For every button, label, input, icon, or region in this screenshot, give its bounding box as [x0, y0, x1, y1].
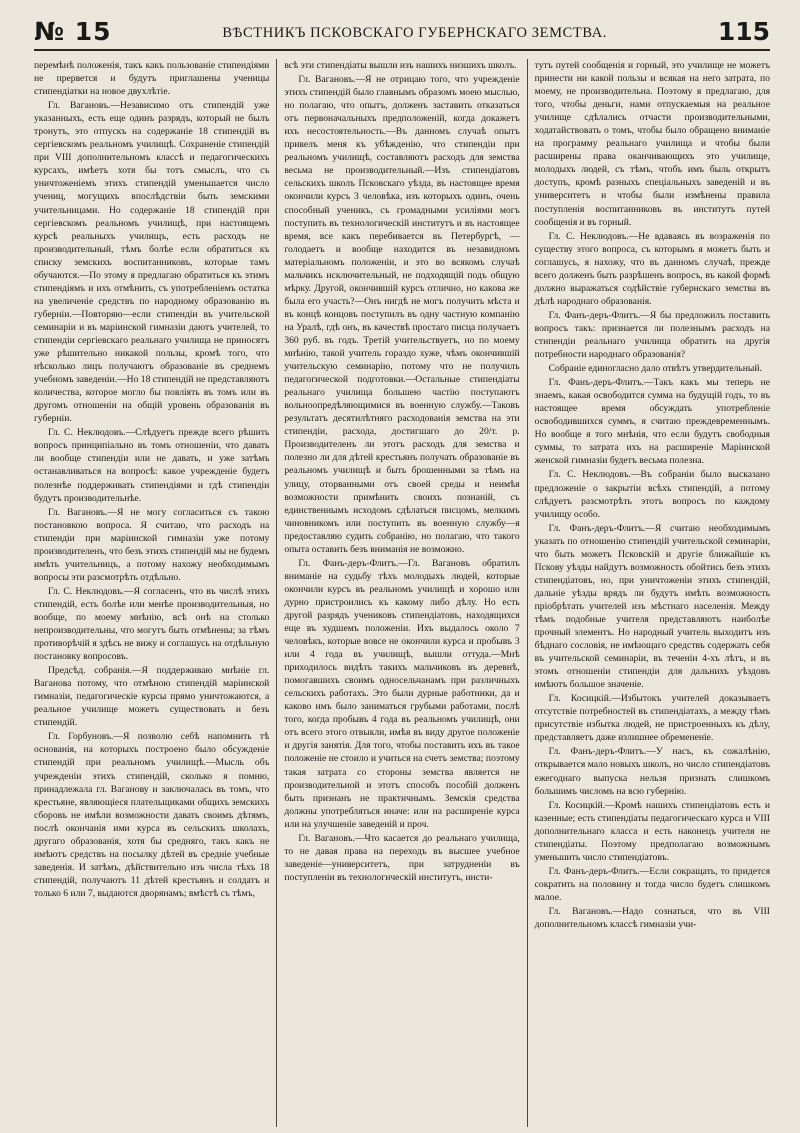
paragraph: тутъ путей сообщенія и горный, это училище не можетъ принести ни какой пользы и всякая на него затрата, по моему, не производительна. Поэтому я предлагаю, для того, чтобы деньги, нами отпускаемыя на реальное училище сдѣлались отчасти производительными, ходатайствовать о томъ, чтобы было обращено вниманіе на программу реальнаго училища и чтобы были расширены права оканчивающихъ это училище, молодыхъ людей, съ тѣмъ, чтобъ имъ быль открытъ доступъ, кромѣ разныхъ спеціальныхъ заведеній и въ университетъ и чтобы были измѣнены правила поступленія воспитанниковъ въ институтъ путей сообщенія и въ горный.: [534, 60, 770, 228]
paragraph: Гл. Косицкій.—Избытокъ учителей доказываетъ отсутствіе потребностей въ стипендіатахъ, а между тѣмъ присутствіе избытка людей, не пристроенныхъ къ дѣлу, представляетъ даже излишнее обремененіе.: [534, 693, 770, 744]
paragraph: Гл. Фанъ-деръ-Флитъ.—Такъ какъ мы теперь не знаемъ, какая освободится сумма на будущій годъ, то въ настоящее время обсуждать употребленіе освободившихся суммъ, я считаю преждевременнымъ. Но вообще я того мнѣнія, что если будутъ свободныя суммы, то затрата ихъ на расширеніе Маріинской женской гимназіи будетъ весьма полезна.: [534, 377, 770, 467]
text-columns: [34, 59, 770, 1127]
paragraph: Гл. Фанъ-деръ-Флитъ.—Если сокращать, то придется сократить на половину и тогда число будетъ слишкомъ малое.: [534, 865, 770, 903]
paragraph: Гл. С. Неклюдовъ.—Я согласенъ, что въ числѣ этихъ стипендій, есть болѣе или менѣе производительныя, но вообще, по моему мнѣнію, всѣ онѣ на столько непроизводительны, что могутъ быть отмѣнены; за тѣмъ противорѣчій я здѣсь не вижу и соглашусь на отдѣльную постановку вопросовъ.: [34, 585, 270, 663]
paragraph: Гл. Вагановъ.—Независимо отъ стипендій уже указанныхъ, есть еще одинъ разрядъ, который не былъ тронутъ, это отпускъ на содержаніе 18 стипендій въ сергіевскомъ реальномъ училищѣ. Сохраненіе стипендій при VIII дополнительномъ классѣ и педагогическихъ курсахъ, имѣетъ хотя бы тотъ смыслъ, что съ уничтоженіемъ этихъ стипендій уменьшается число учениц, могущихъ впослѣдствіи быть земскими учительницами. Но содержаніе 18 стипендій при сергіевскомъ реальномъ училищѣ, при настоящемъ курсѣ реальныхъ училищъ, есть расходъ не производительный, тѣмъ болѣе если обратиться къ списку земскихъ воспитанниковъ, которые тамъ обучаются.—По этому я предлагаю обратиться къ этимъ стипендіямъ и ихъ отмѣнить, съ употребленіемъ остатка на увеличеніе средствъ по народному образованію въ губерніи.—Повторяю—если стипендіи въ учительской семинаріи и въ маріинской гимназіи даютъ учителей, то стипендіи сергіевскаго реальнаго училища не приносятъ уже рѣшительно никакой пользы, кромѣ того, что нѣсколько лицъ получаютъ образованіе въ среднемъ учебномъ заведеніи.—Но 18 стипендій не представляютъ количества, которое могло бы повліять въ томъ или въ другомъ отношеніи на общій уровень образованія въ губерніи.: [34, 100, 270, 425]
paragraph: Гл. Фанъ-деръ-Флитъ.—Гл. Вагановъ обратилъ вниманіе на судьбу тѣхъ молодыхъ людей, которые окончили курсъ въ реальномъ училищѣ и хорошо или дурно пристроились къ какому либо дѣлу. Но есть другой разрядъ учениковъ стипендіатовъ, находящихся еще въ худшемъ положеніи. Ихъ выдалось около 7 человѣкъ, которые вовсе не окончили курса и пробывъ 3 или 4 года въ училищѣ, вышли оттуда.—Мнѣ приходилось видѣть такихъ мальчиковъ въ деревнѣ, помогавшихъ своимъ односельчанамъ при различныхъ сельскихъ работахъ. Это были дурные работники, да и каково имъ было заниматься грубыми работами, послѣ того, когда пробывъ 4 года въ реальномъ училищѣ, они отъ всего этого отвыкли, имѣя въ виду другое положеніе и другія занятія. Для того, чтобы поставить ихъ въ такое положеніе не стоило и учиться на счетъ земства; поэтому такая затрата со стороны земства является не производительной и этотъ способъ пособій долженъ быть признанъ не практичнымъ. Земскія средства должны употребляться иначе: или на расширеніе курса или на улучшеніе заведеній и проч.: [284, 557, 520, 830]
paragraph: Собраніе единогласно дало отвѣтъ утвердительный.: [548, 363, 762, 375]
page-header: [34, 12, 770, 51]
page-number: 115: [717, 17, 770, 46]
issue-number: № 15: [34, 17, 112, 46]
paragraph: Предсѣд. собранія.—Я поддерживаю мнѣніе гл. Ваганова потому, что отмѣною стипендій маріинской гимназіи, педагогическіе курсы прямо уничтожаются, а реальное училище можетъ существовать и безъ стипендій.: [34, 665, 270, 729]
column-1: [34, 59, 276, 1127]
paragraph: Гл. С. Неклюдовъ.—Не вдаваясь въ возраженія по существу этого вопроса, съ которымъ я можетъ быть и соглашусь, я нахожу, что въ данномъ случаѣ, прежде всего долженъ быть разрѣшенъ вопросъ, въ какой формѣ должно выражаться содѣйствіе губернскаго земства въ дѣлѣ народнаго образованія.: [534, 230, 770, 307]
paragraph: Гл. Горбуновъ.—Я позволю себѣ напомнить тѣ основанія, на которыхъ построено было обсужденіе стипендій при реальномъ училищѣ.—Мысль объ учрежденіи этихъ стипендій, сколько я помню, принадлежала гл. Ваганову и заключалась въ томъ, что крестьяне, являющіеся плательщиками общихъ земскихъ сборовъ не имѣли возможности давать своимъ дѣтямъ, послѣ окончанія ими курса въ сельскихъ школахъ, другаго образованія, хотя бы средняго, такъ какъ не имѣютъ средствъ на посылку дѣтей въ средніе учебные заведенія. И затѣмъ, дѣйствительно изъ числа тѣхъ 18 стипендій, получаютъ 11 дѣтей крестьянъ и солдатъ и только 6 или 7, выдаются дворянамъ; вмѣстѣ съ тѣмъ,: [34, 731, 270, 899]
paragraph: Гл. Вагановъ.—Что касается до реальнаго училища, то не давая права на переходъ въ высшее учебное заведеніе—университетъ, при затрудненіи въ поступленіи въ технологическій институтъ, инсти-: [284, 832, 520, 883]
paragraph: Гл. Фанъ-деръ-Флитъ.—Я считаю необходимымъ указать по отношенію стипендій учительской семинаріи, что быть можетъ Псковскій и другіе ближайшіе къ Пскову уѣзды найдутъ возможность обойтись безъ этихъ стипендіатовъ, но, при уничтоженіи этихъ стипендій, дальніе уѣзды врядъ ли будутъ имѣть возможность пріобрѣтать учителей изъ мѣстнаго населенія. Между тѣмъ подобные учителя представляютъ наиболѣе прочный элементъ. Но народный учитель выходитъ изъ бѣднаго сословія, не имѣющаго средствъ содержать себя въ учительской семинаріи, въ теченіи 4-хъ лѣтъ, и въ этомъ отношеніи стипендіи для дальнихъ уѣздовъ имѣютъ большое значеніе.: [534, 522, 770, 691]
column-2: [276, 59, 526, 1127]
paragraph: Гл. Вагановъ.—Я не отрицаю того, что учрежденіе этихъ стипендій было главнымъ образомъ моею мыслью, но полагаю, что опытъ, долженъ заставить отказаться отъ первоначальныхъ предположеній, когда докажетъ ихъ несостоятельность.—Въ данномъ случаѣ опытъ привелъ меня къ убѣжденію, что стипендіи при реальномъ училищѣ, составляютъ расходъ для земства весьма не производительный.—Изъ стипендіатовъ сельскихъ школъ Псковскаго уѣзда, въ настоящее время окончили курсъ 3 человѣка, изъ которыхъ одинъ, очень способный ученикъ, съ громадными усиліями могъ поступить въ технологическій институтъ и въ настоящее время, все какъ перебивается въ Петербургѣ, — голодаетъ и вообще находится въ незавидномъ матеріальномъ положеніи, и это во всякомъ случаѣ мальчикъ исключительный, не подходящій подъ общую мѣрку. Другой, окончившій курсъ отлично, но какова же была его участь?—Онъ нигдѣ не могъ получить мѣста и въ концѣ концовъ поступилъ въ одну частную компанію на Уралѣ, гдѣ онъ, въ качествѣ простаго писца получаетъ 360 руб. въ годъ. Третій учительствуетъ, но по моему мнѣнію, такой учитель гораздо хуже, чѣмъ окончившій учительскую семинарію, потому что не получилъ педагогической подготовки.—Остальные стипендіаты реальнаго училища большею частію поступаютъ вольноопредѣляющимися въ военную службу.—Таковъ результатъ десятилѣтняго расходованія земства на эти стипендіи, расхода, достигшаго до 20/т. р. Производителенъ ли этотъ расходъ для земства и полезно ли для дѣтей крестьянъ получать образованіе въ реальномъ училищѣ и быть брошенными за тѣмъ на улицу, оторванными отъ своей среды и неимѣя возможности примѣнить своихъ познаній, съ единственнымъ исходомъ сдѣлаться писцомъ, мелкимъ чиновникомъ или поступить въ военную службу—я предоставляю судить собранію, но полагаю, что такого опыта оставить безъ вниманія не возможно.: [284, 74, 520, 555]
paragraph: Гл. С. Неклюдовъ.—Слѣдуетъ прежде всего рѣшить вопросъ принципіально въ томъ отношеніи, что давать ли вообще стипендіи или не давать, и уже затѣмъ останавливаться на вопросѣ: какое учрежденіе будетъ полезнѣе поддерживать стипендіями и гдѣ стипендіи будутъ производительнѣе.: [34, 427, 270, 504]
paragraph: Гл. С. Неклюдовъ.—Въ собраніи было высказано предложеніе о закрытіи всѣхъ стипендій, а потому слѣдуетъ разсмотрѣть этотъ вопросъ по каждому училищу особо.: [534, 469, 770, 520]
paragraph: перемѣнѣ положенія, такъ какъ пользованіе стипендіями не прервется и будутъ приглашены ученицы стипендіатки на новое двухлѣтіе.: [34, 60, 270, 98]
paragraph: Гл. Косицкій.—Кромѣ нашихъ стипендіатовъ есть и казенные; есть стипендіаты педагогическаго курса и VIII дополнительнаго класса и есть наконецъ учителя не стипендіаты. Поэтому предполагаю возможнымъ уменьшить число стипендіатовъ.: [534, 799, 770, 863]
paragraph: Гл. Вагановъ.—Я не могу согласиться съ такою постановкою вопроса. Я считаю, что расходъ на стипендіи при маріинской гимназіи уже потому производителенъ, что безъ этихъ стипендій мы не будемъ имѣть учительницъ, а потому нахожу необходимымъ вопросы эти разсмотрѣть отдѣльно.: [34, 506, 270, 583]
paragraph: Гл. Вагановъ.—Надо сознаться, что въ VIII дополнительномъ классѣ гимназіи учи-: [534, 906, 770, 931]
running-title: ВѢСТНИКЪ ПСКОВСКАГО ГУБЕРНСКАГО ЗЕМСТВА.: [222, 25, 608, 41]
column-3: [527, 59, 770, 1127]
paragraph: Гл. Фанъ-деръ-Флитъ.—У насъ, къ сожалѣнію, открывается мало новыхъ школъ, но число стипендіатовъ ежегоднаго выпуска нельзя признать слишкомъ большимъ числомъ на всю губернію.: [534, 746, 770, 797]
paragraph: всѣ эти стипендіаты вышли изъ нашихъ низшихъ школъ.: [284, 60, 517, 71]
paragraph: Гл. Фанъ-деръ-Флитъ.—Я бы предложилъ поставить вопросъ такъ: признается ли полезнымъ расходъ на стипендіи реальнаго училища обратить на другія потребности народнаго образованія?: [534, 309, 770, 361]
